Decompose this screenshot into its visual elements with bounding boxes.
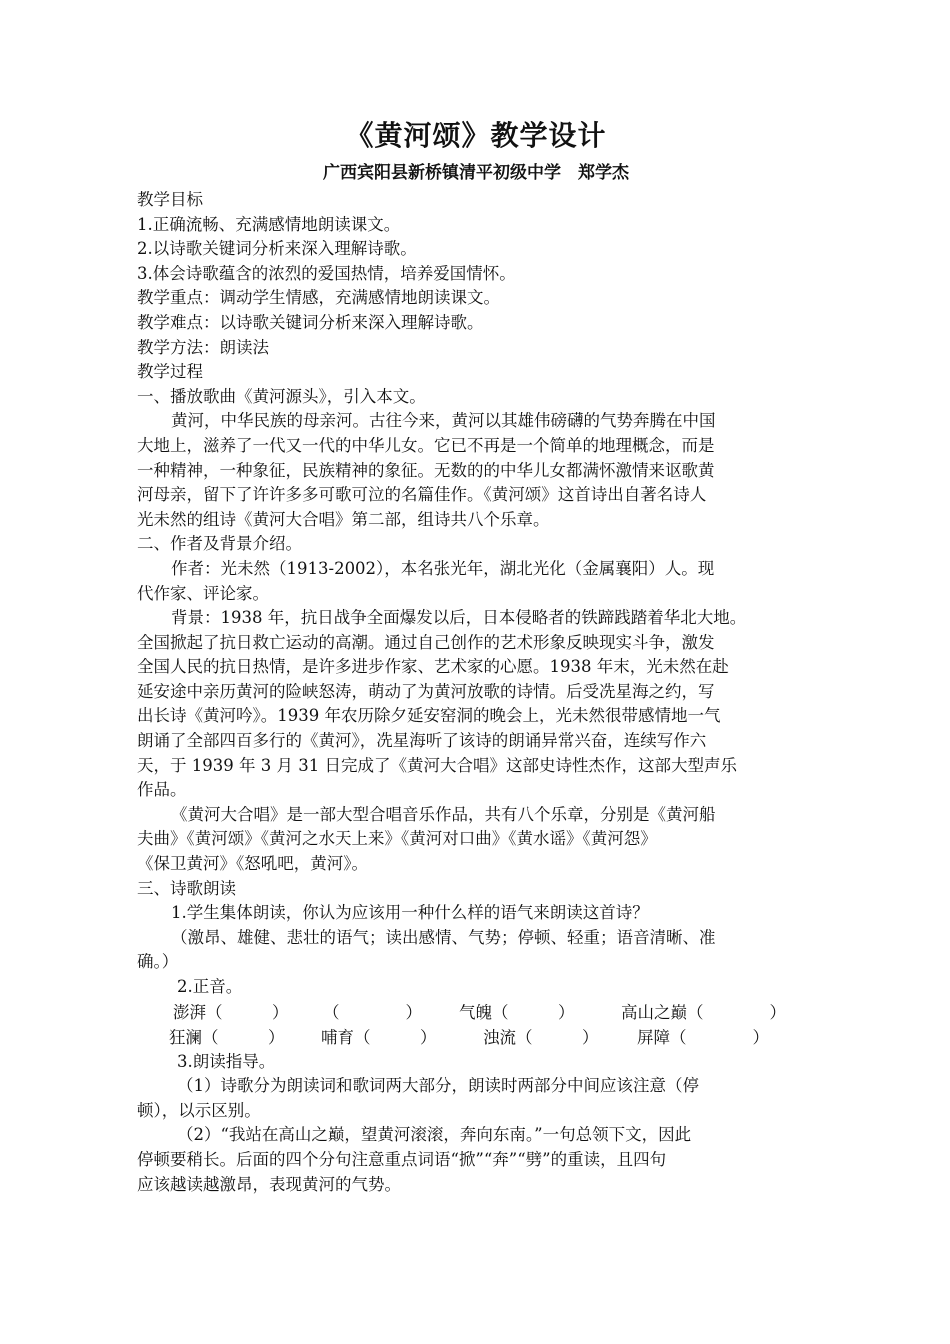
- step-heading-2: 二、作者及背景介绍。: [137, 534, 302, 554]
- document-author: 广西宾阳县新桥镇清平初级中学 郑学杰: [323, 163, 629, 183]
- paragraph-line: 光未然的组诗《黄河大合唱》第二部，组诗共八个乐章。: [137, 509, 550, 529]
- paragraph-line: 顿），以示区别。: [137, 1100, 261, 1120]
- paragraph-line: 河母亲，留下了许许多多可歌可泣的名篇佳作。《黄河颂》这首诗出自著名诗人: [137, 485, 707, 505]
- section-heading-objectives: 教学目标: [137, 190, 203, 209]
- objective-item-3: 3.体会诗歌蕴含的浓烈的爱国热情，培养爱国情怀。: [137, 263, 516, 283]
- paragraph-line: 延安途中亲历黄河的险峡怒涛，萌动了为黄河放歌的诗情。后受冼星海之约，写: [137, 681, 715, 701]
- paragraph-line: 一种精神，一种象征，民族精神的象征。无数的的中华儿女都满怀激情来讴歌黄: [137, 460, 715, 480]
- paragraph-line: 《保卫黄河》《怒吼吧，黄河》。: [137, 854, 368, 874]
- paragraph-line: 应该越读越激昂，表现黄河的气势。: [137, 1174, 401, 1194]
- paragraph-line: 作者：光未然（1913-2002），本名张光年，湖北光化（金属襄阳）人。现: [171, 558, 715, 578]
- pronunciation-item: 狂澜（ ）: [169, 1027, 285, 1047]
- paragraph-line: 全国人民的抗日热情，是许多进步作家、艺术家的心愿。1938 年末，光未然在赴: [137, 657, 729, 677]
- section-heading-process: 教学过程: [137, 362, 203, 382]
- paragraph-line: 夫曲》《黄河颂》《黄河之水天上来》《黄河对口曲》《黄水谣》《黄河怨》: [137, 829, 657, 849]
- pronunciation-row-1: [137, 1000, 815, 1025]
- paragraph-line: 背景：1938 年，抗日战争全面爆发以后，日本侵略者的铁蹄践踏着华北大地。: [171, 608, 747, 628]
- paragraph-line: 3.朗读指导。: [177, 1051, 276, 1071]
- paragraph-line: 代作家、评论家。: [137, 583, 269, 603]
- pronunciation-item: 高山之巅（ ）: [621, 1002, 786, 1022]
- pronunciation-item: 屏障（ ）: [637, 1027, 769, 1047]
- document-page: [137, 118, 815, 1197]
- paragraph-line: 停顿要稍长。后面的四个分句注意重点词语“掀”“奔”“劈”的重读，且四句: [137, 1149, 667, 1169]
- pronunciation-item: 澎湃（ ）: [173, 1002, 289, 1022]
- paragraph-line: 天，于 1939 年 3 月 31 日完成了《黄河大合唱》这部史诗性杰作，这部大型声乐: [137, 755, 737, 775]
- paragraph-line: 黄河，中华民族的母亲河。古往今来，黄河以其雄伟磅礴的气势奔腾在中国: [171, 411, 716, 431]
- pronunciation-item: （ ）: [323, 1002, 422, 1022]
- objective-item-1: 1.正确流畅、充满感情地朗读课文。: [137, 214, 401, 234]
- document-title: 《黄河颂》教学设计: [345, 119, 607, 152]
- paragraph-line: 确。）: [137, 952, 179, 972]
- paragraph-line: （激昂、雄健、悲壮的语气；读出感情、气势；停顿、轻重；语音清晰、准: [171, 927, 716, 947]
- pronunciation-item: 哺育（ ）: [321, 1027, 437, 1047]
- pronunciation-item: 浊流（ ）: [483, 1027, 599, 1047]
- paragraph-line: 朗诵了全部四百多行的《黄河》，冼星海听了该诗的朗诵异常兴奋，连续写作六: [137, 731, 707, 751]
- paragraph-line: 《黄河大合唱》是一部大型合唱音乐作品，共有八个乐章，分别是《黄河船: [171, 804, 716, 824]
- paragraph-line: （2）“我站在高山之巅，望黄河滚滚，奔向东南。”一句总领下文，因此: [177, 1125, 692, 1145]
- step-heading-3: 三、诗歌朗读: [137, 878, 236, 898]
- objective-item-2: 2.以诗歌关键词分析来深入理解诗歌。: [137, 239, 417, 259]
- pronunciation-row-2: [137, 1025, 815, 1050]
- step-heading-1: 一、播放歌曲《黄河源头》，引入本文。: [137, 386, 426, 406]
- teaching-difficulty: 教学难点：以诗歌关键词分析来深入理解诗歌。: [137, 312, 484, 332]
- paragraph-line: 全国掀起了抗日救亡运动的高潮。通过自己创作的艺术形象反映现实斗争，激发: [137, 632, 715, 652]
- paragraph-line: （1）诗歌分为朗读词和歌词两大部分，朗读时两部分中间应该注意（停: [177, 1076, 699, 1096]
- teaching-focus: 教学重点：调动学生情感，充满感情地朗读课文。: [137, 288, 500, 308]
- paragraph-line: 大地上，滋养了一代又一代的中华儿女。它已不再是一个简单的地理概念，而是: [137, 435, 715, 455]
- paragraph-line: 作品。: [137, 780, 187, 800]
- teaching-method: 教学方法：朗读法: [137, 337, 269, 357]
- paragraph-line: 1.学生集体朗读，你认为应该用一种什么样的语气来朗读这首诗？: [171, 903, 649, 923]
- pronunciation-item: 气魄（ ）: [459, 1002, 575, 1022]
- paragraph-line: 出长诗《黄河吟》。1939 年农历除夕延安窑洞的晚会上，光未然很带感情地一气: [137, 706, 721, 726]
- paragraph-line: 2.正音。: [177, 977, 243, 996]
